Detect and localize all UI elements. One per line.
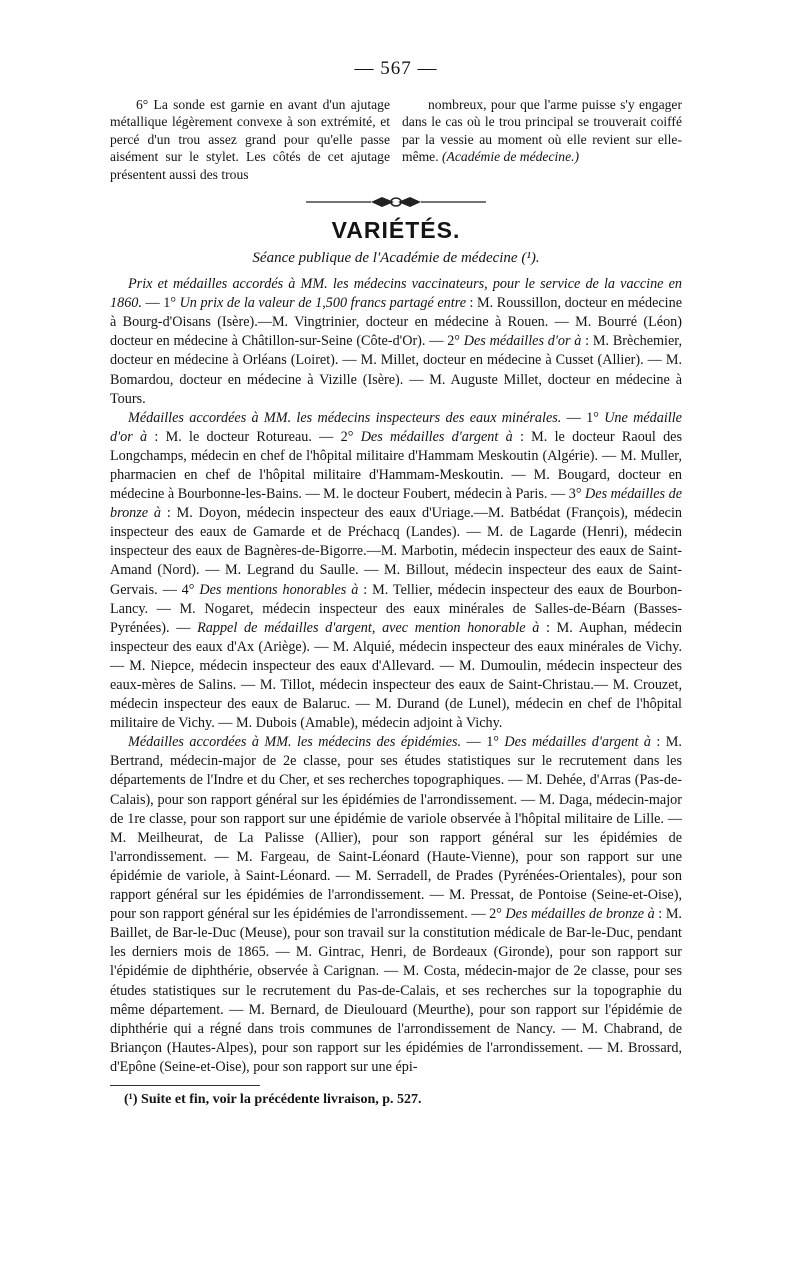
- body-paragraph: [110, 275, 682, 409]
- text-run: — 1°: [141, 295, 180, 312]
- italic-text: Des médailles de bronze à: [110, 486, 682, 522]
- italic-text: Médailles accordées à MM. les médecins inspecteurs des eaux minérales.: [128, 409, 562, 426]
- section-title: VARIÉTÉS.: [331, 217, 461, 244]
- italic-text: Médailles accordées à MM. les médecins des épidémies.: [128, 734, 462, 751]
- footnote-reference: (¹).: [521, 250, 540, 267]
- source-citation: (Académie de médecine.): [442, 149, 580, 165]
- italic-text: Un prix de la valeur de 1,500 francs partagé entre: [179, 295, 466, 312]
- body-paragraph: [110, 733, 682, 1077]
- italic-text: Des mentions honorables à: [199, 581, 359, 598]
- section-subtitle-text: Séance publique de l'Académie de médecine: [252, 250, 518, 267]
- text-run: : M. le docteur Rotureau. — 2°: [147, 428, 361, 445]
- text-run: : M. Auphan, médecin inspecteur des eaux d'Ax (Ariège). — M. Alquié, médecin inspecteur des eaux minérales de Vichy. — M. Niepce, médecin inspecteur des eaux d'Allevard. — M. Dumoulin, médecin inspecteur des eaux-mères de Salins. — M. Tillot, médecin inspecteur des eaux de Saint-Christau.— M. Crouzet, médecin inspecteur des eaux de Balaruc. — M. Durand (de Lunel), médecin en chef de l'hôpital militaire de Vichy. — M. Dubois (Amable), médecin adjoint à Vichy.: [110, 619, 682, 732]
- text-run: : M. Baillet, de Bar-le-Duc (Meuse), pour son travail sur la constitution médicale de Bar-le-Duc, pendant les derniers mois de 1865. — M. Gintrac, Henri, de Bordeaux (Gironde), pour son rapport sur l'épidémie de diphthérie, observée à Carignan. — M. Costa, médecin-major de 2e classe, pour ses études statistiques sur le recrutement du Pas-de-Calais, et ses recherches sur la topographie du même département. — M. Bernard, de Dieulouard (Meurthe), pour son rapport sur l'épidémie de diphthérie qui a régné dans trois communes de l'arrondissement de Nancy. — M. Chabrand, de Briançon (Hautes-Alpes), pour son rapport sur les épidémies de l'arrondissement. — M. Brossard, d'Epône (Seine-et-Oise), pour son rapport sur une épi-: [110, 906, 682, 1075]
- left-column: [110, 96, 390, 183]
- footnote-rule: [110, 1085, 260, 1086]
- italic-text: Des médailles d'argent à: [504, 734, 651, 751]
- right-column-text: nombreux, pour que l'arme puisse s'y engager dans le cas où le trou principal se trouverait coiffé par la vessie au moment où elle revient sur elle-même.: [402, 97, 682, 165]
- ornament-divider: [306, 195, 486, 209]
- text-run: : M. Doyon, médecin inspecteur des eaux d'Uriage.—M. Batbédat (François), médecin inspecteur des eaux de Gamarde et de Préchacq (Landes). — M. de Lagarde (Henri), médecin inspecteur des eaux de Bagnères-de-Bigorre.—M. Marbotin, médecin inspecteur des eaux de Saint-Amand (Nord). — M. Legrand du Saulle. — M. Billout, médecin inspecteur des eaux de Saint-Gervais. — 4°: [110, 505, 682, 598]
- text-run: : M. Tellier, médecin inspecteur des eaux de Bourbon-Lancy. — M. Nogaret, médecin inspecteur des eaux minérales de Salles-de-Béarn (Basses-Pyrénées). —: [110, 581, 682, 636]
- text-run: : M. Brèchemier, docteur en médecine à Orléans (Loiret). — M. Millet, docteur en médecine à Cusset (Allier). — M. Bomardou, docteur en médecine à Vizille (Isère). — M. Auguste Millet, docteur en médecine à Tours.: [110, 333, 682, 407]
- italic-text: Rappel de médailles d'argent, avec mention honorable à: [197, 619, 540, 636]
- italic-text: Des médailles d'or à: [463, 333, 582, 350]
- italic-text: Des médailles de bronze à: [505, 906, 655, 923]
- body-text: [110, 275, 682, 1077]
- footnote-marker: (¹): [124, 1091, 138, 1107]
- footnote-text: Suite et fin, voir la précédente livraison, p. 527.: [137, 1091, 422, 1107]
- body-paragraph: [110, 409, 682, 734]
- text-run: : M. Roussillon, docteur en médecine à Bourg-d'Oisans (Isère).—M. Vingtrinier, docteur en médecine à Rouen. — M. Bourré (Léon) docteur en médecine à Châtillon-sur-Seine (Côte-d'Or). — 2°: [110, 295, 682, 350]
- section-subtitle: [110, 250, 682, 267]
- text-run: — 1°: [461, 734, 505, 751]
- page-number: — 567 —: [354, 58, 438, 79]
- text-run: : M. Bertrand, médecin-major de 2e classe, pour ses études statistiques sur le recrutement dans les départements de l'Indre et du Cher, et ses recherches topographiques. — M. Dehée, d'Arras (Pas-de-Calais), pour son rapport général sur les épidémies de l'arrondissement. — M. Daga, médecin-major de 1re classe, pour son rapport sur une épidémie de variole observée à l'hôpital militaire de Lille. — M. Meilheurat, de La Palisse (Allier), pour son rapport général sur les épidémies de l'arrondissement. — M. Fargeau, de Saint-Léonard (Haute-Vienne), pour son rapport sur une épidémie de variole, à Saint-Léonard. — M. Serradell, de Prades (Pyrénées-Orientales), pour son rapport général sur les épidémies de l'arrondissement. — M. Pressat, de Pontoise (Seine-et-Oise), pour son rapport général sur les épidémies de l'arrondissement. — 2°: [110, 734, 682, 923]
- page: [110, 56, 682, 1108]
- left-column-text: 6° La sonde est garnie en avant d'un ajutage métallique légèrement convexe à son extrémité, et percé d'un trou assez grand pour qu'elle passe aisément sur le stylet. Les côtés de cet ajutage présentent aussi des trous: [110, 97, 390, 182]
- footnote: [110, 1092, 682, 1108]
- italic-text: Prix et médailles accordés à MM. les médecins vaccinateurs, pour le service de la vaccine en 1860.: [110, 276, 682, 312]
- text-run: : M. le docteur Raoul des Longchamps, médecin en chef de l'hôpital militaire d'Hammam Meskoutin (Algérie). — M. Muller, pharmacien en chef de l'hôpital militaire d'Hammam-Meskoutin. — M. Bougard, docteur en médecine à Bourbonne-les-Bains. — M. le docteur Foubert, médecin à Paris. — 3°: [110, 428, 683, 503]
- italic-text: Des médailles d'argent à: [360, 428, 513, 445]
- right-column: [402, 96, 682, 183]
- text-run: — 1°: [561, 409, 605, 426]
- italic-text: Une médaille d'or à: [110, 409, 682, 445]
- right-column-paragraph: [402, 96, 682, 166]
- two-column-block: [110, 96, 682, 183]
